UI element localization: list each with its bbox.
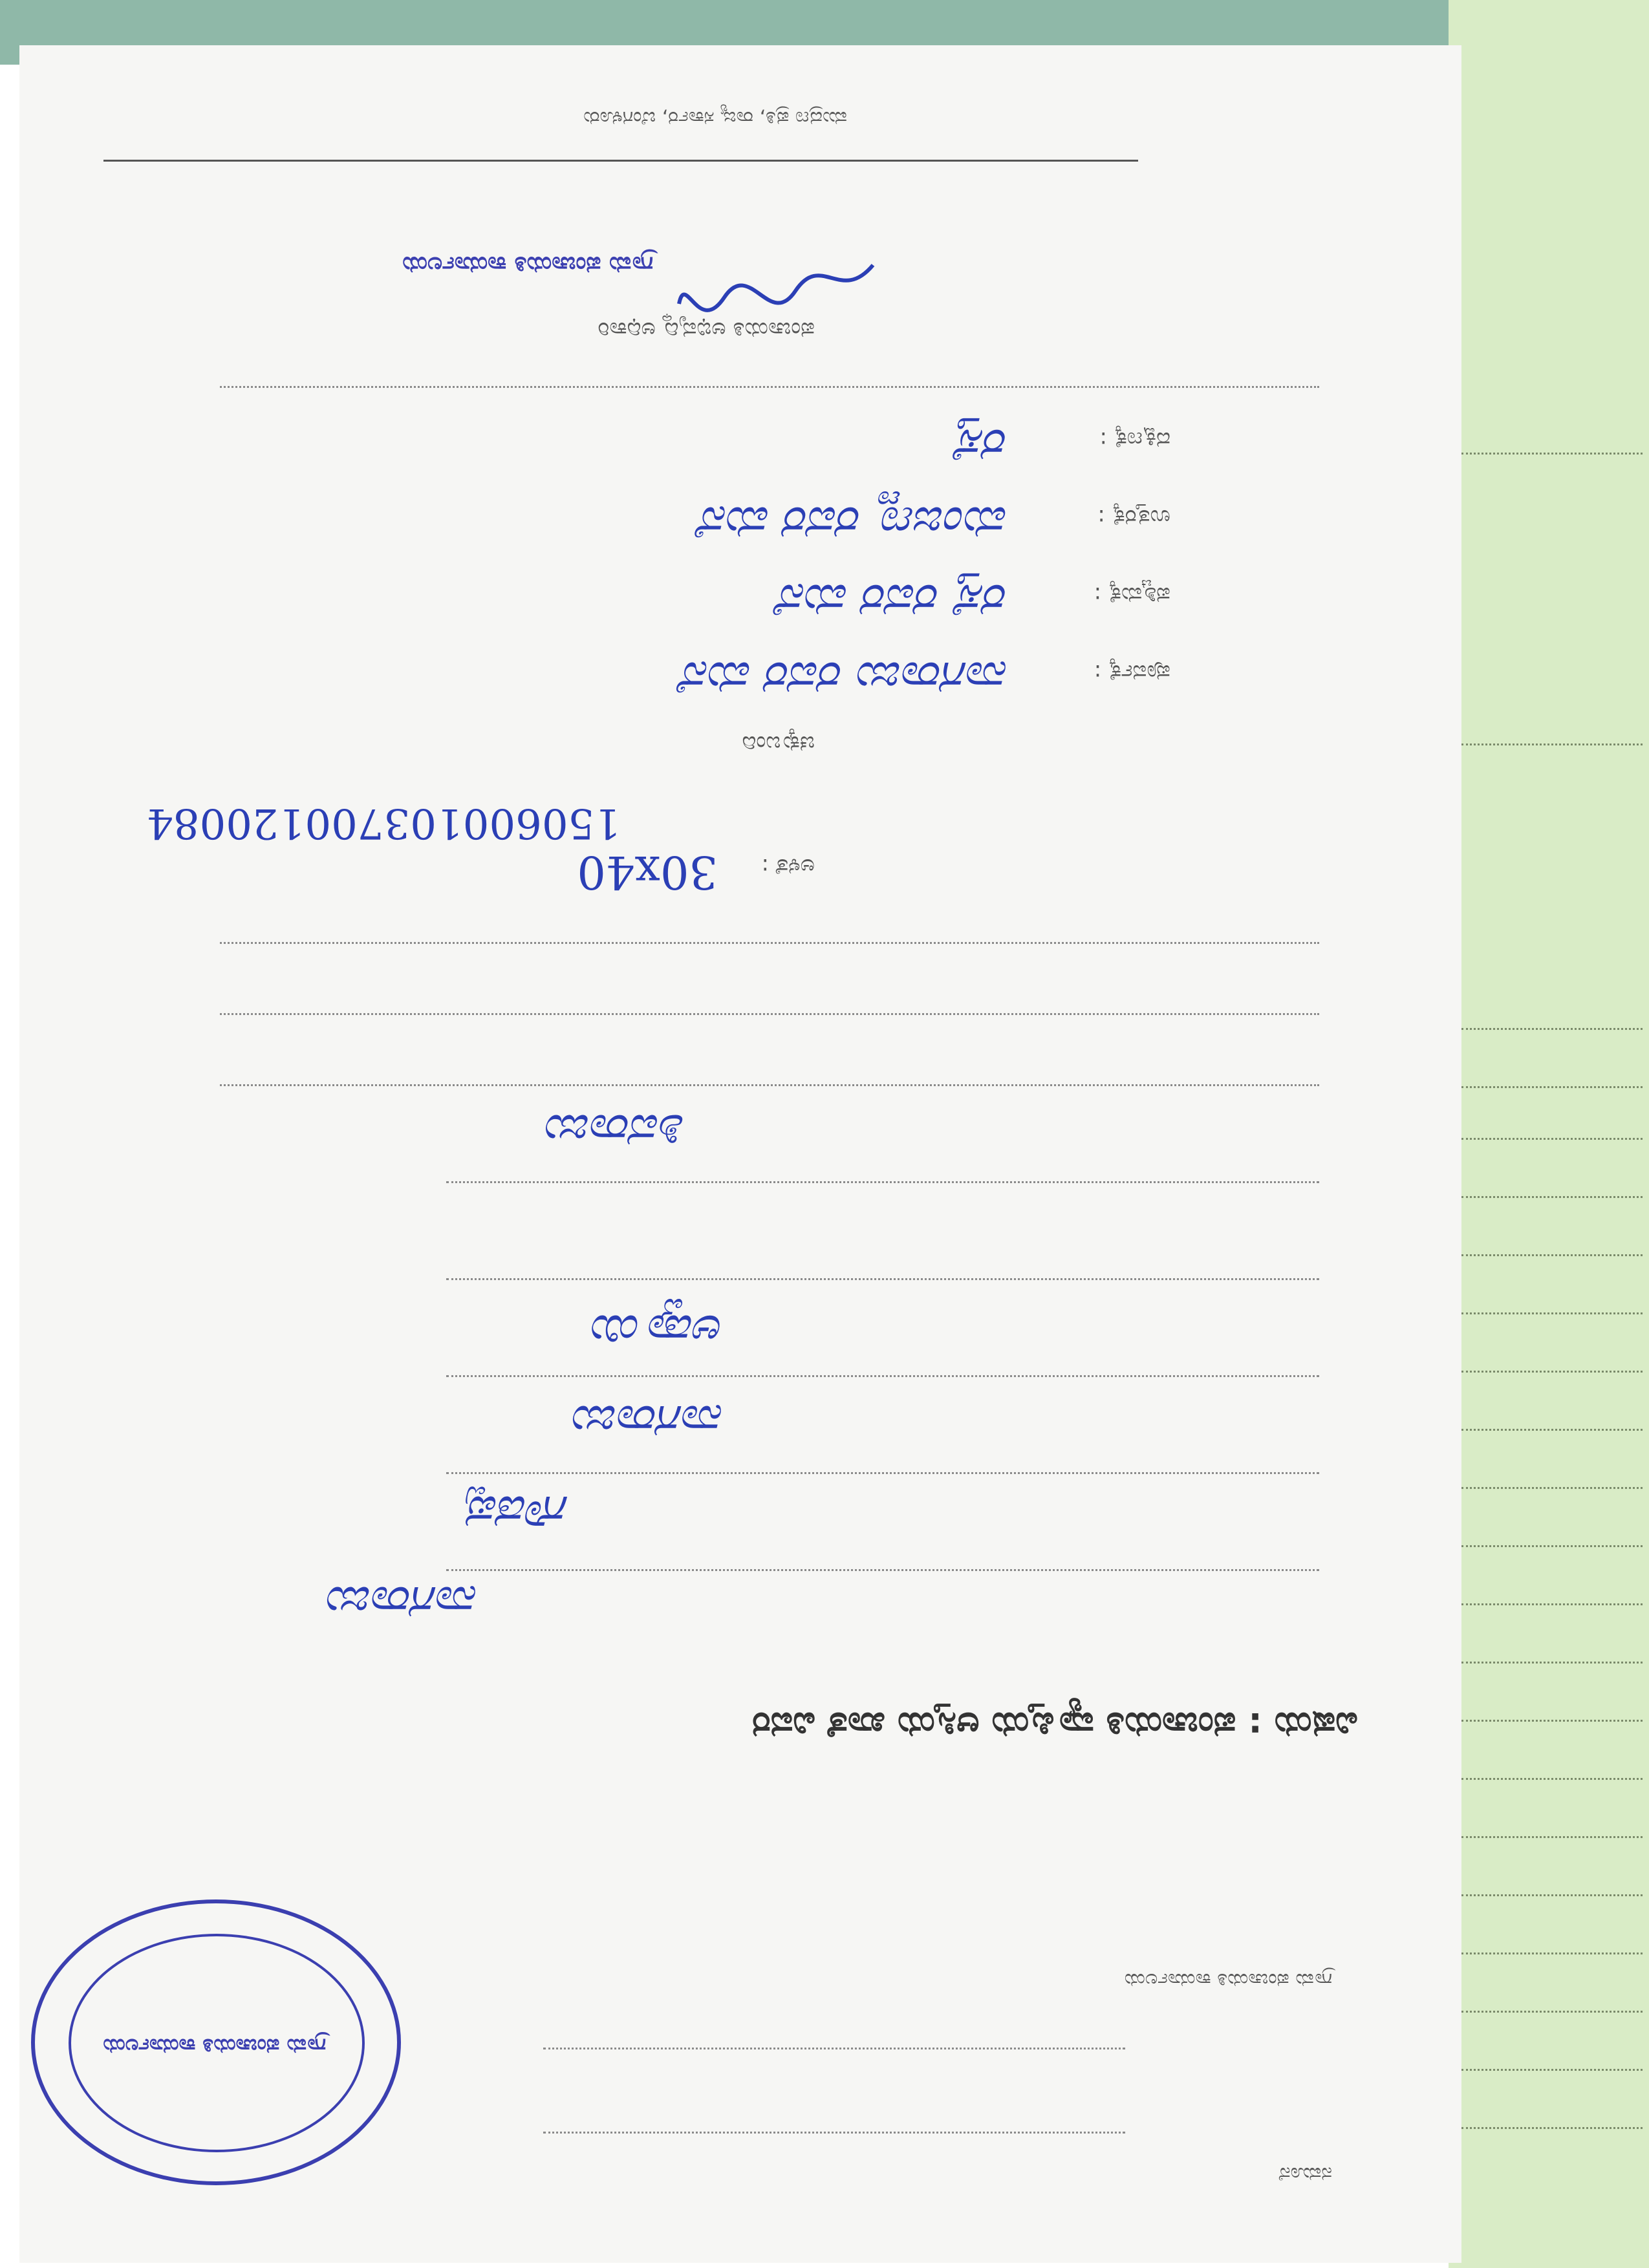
form-line	[1461, 2127, 1643, 2129]
property-id: 150600103700120084	[147, 799, 621, 847]
secretary-signature	[673, 246, 879, 317]
boundary-value-north: ಮಂಜಣ್ಣ ರವರ ಮನೆ	[701, 497, 1009, 550]
boundaries-label: ಚಕ್ಕುಬಂದಿ	[742, 731, 815, 756]
boundary-value-west: ರಸ್ತೆ ರವರ ಮನೆ	[779, 574, 1009, 627]
form-line	[1461, 1778, 1643, 1780]
form-line	[446, 1181, 1319, 1183]
form-line	[1461, 1603, 1643, 1605]
handwritten-name: ಗೌಡಪ್ಪ	[466, 1486, 569, 1539]
stamp-text: ಗ್ರಾಮ ಪಂಚಾಯತಿ ಕಾರ್ಯಾಲಯ	[103, 2034, 326, 2059]
form-line	[1461, 744, 1643, 745]
reference-label: ಗ್ರಾಮ ಪಂಚಾಯತಿ ಕಾರ್ಯಾಲಯ	[1124, 1969, 1332, 1991]
form-line	[220, 1013, 1319, 1015]
form-line	[1461, 1196, 1643, 1198]
form-line	[1461, 1894, 1643, 1896]
seal-text: ಗ್ರಾಮ ಪಂಚಾಯತಿ ಕಾರ್ಯಾಲಯ	[402, 251, 653, 278]
dimension-label: ಅಳತೆ :	[761, 853, 815, 879]
subject-title: ವಿಷಯ : ಪಂಚಾಯತಿ ವ್ಯಾಪ್ತಿಯ ಆಸ್ತಿಯ ಖಾತೆ ವಿವರ	[752, 1705, 1358, 1746]
form-line	[1461, 1138, 1643, 1140]
dimension-value: 30x40	[577, 846, 718, 899]
form-line	[1461, 1545, 1643, 1547]
form-line	[1461, 1254, 1643, 1256]
form-line	[1461, 1662, 1643, 1664]
form-line	[1461, 2011, 1643, 2013]
form-line	[220, 1084, 1319, 1086]
office-round-stamp	[31, 1899, 401, 2185]
form-line	[1461, 1028, 1643, 1030]
handwritten-name: ಅಡ್ವಾಯಿ	[592, 1305, 724, 1358]
boundary-label-south: ದಕ್ಷಿಣಕ್ಕೆ :	[1099, 427, 1170, 453]
boundary-label-east: ಪೂರ್ವಕ್ಕೆ :	[1094, 659, 1170, 685]
form-line	[446, 1278, 1319, 1280]
boundary-label-west: ಪಶ್ಚಿಮಕ್ಕೆ :	[1094, 582, 1170, 608]
form-line	[1461, 1487, 1643, 1489]
secretary-label: ಪಂಚಾಯತಿ ಅಭಿವೃದ್ಧಿ ಅಧಿಕಾರಿ	[598, 317, 815, 343]
form-line	[543, 2132, 1125, 2134]
form-line	[1461, 1086, 1643, 1088]
boundary-value-south: ರಸ್ತೆ	[955, 419, 1009, 472]
form-line	[1461, 1836, 1643, 1838]
form-line	[446, 1472, 1319, 1474]
boundary-label-north: ಉತ್ತರಕ್ಕೆ :	[1097, 504, 1170, 530]
rotated-document-content	[19, 45, 1461, 2263]
form-line	[1461, 1429, 1643, 1431]
form-line	[1461, 1720, 1643, 1722]
form-line	[446, 1375, 1319, 1377]
form-line	[1461, 453, 1643, 455]
form-line	[543, 2048, 1125, 2049]
footer-rule	[103, 160, 1138, 162]
form-line	[1461, 1371, 1643, 1373]
boundary-value-east: ನಾಗರಾಜು ರವರ ಮನೆ	[682, 652, 1009, 705]
form-line	[446, 1569, 1319, 1571]
form-line	[1461, 2069, 1643, 2071]
form-line	[220, 942, 1319, 944]
handwritten-name: ನಾಗರಾಜು	[328, 1576, 479, 1629]
handwritten-name: ಶಿವರಾಜು	[546, 1104, 685, 1157]
form-line	[1461, 1952, 1643, 1954]
adjacent-form-page	[1449, 0, 1649, 2268]
form-line	[1461, 1312, 1643, 1314]
form-line	[220, 386, 1319, 388]
handwritten-name: ನಾಗರಾಜು	[574, 1395, 724, 1448]
form-label: ನಮೂನೆ	[1278, 2163, 1332, 2185]
footer-text: ಮುದ್ರಣ ಪ್ರತಿ, ರಾಜ್ಯ ಸರ್ಕಾರ, ಬೆಂಗಳೂರು	[583, 107, 847, 129]
